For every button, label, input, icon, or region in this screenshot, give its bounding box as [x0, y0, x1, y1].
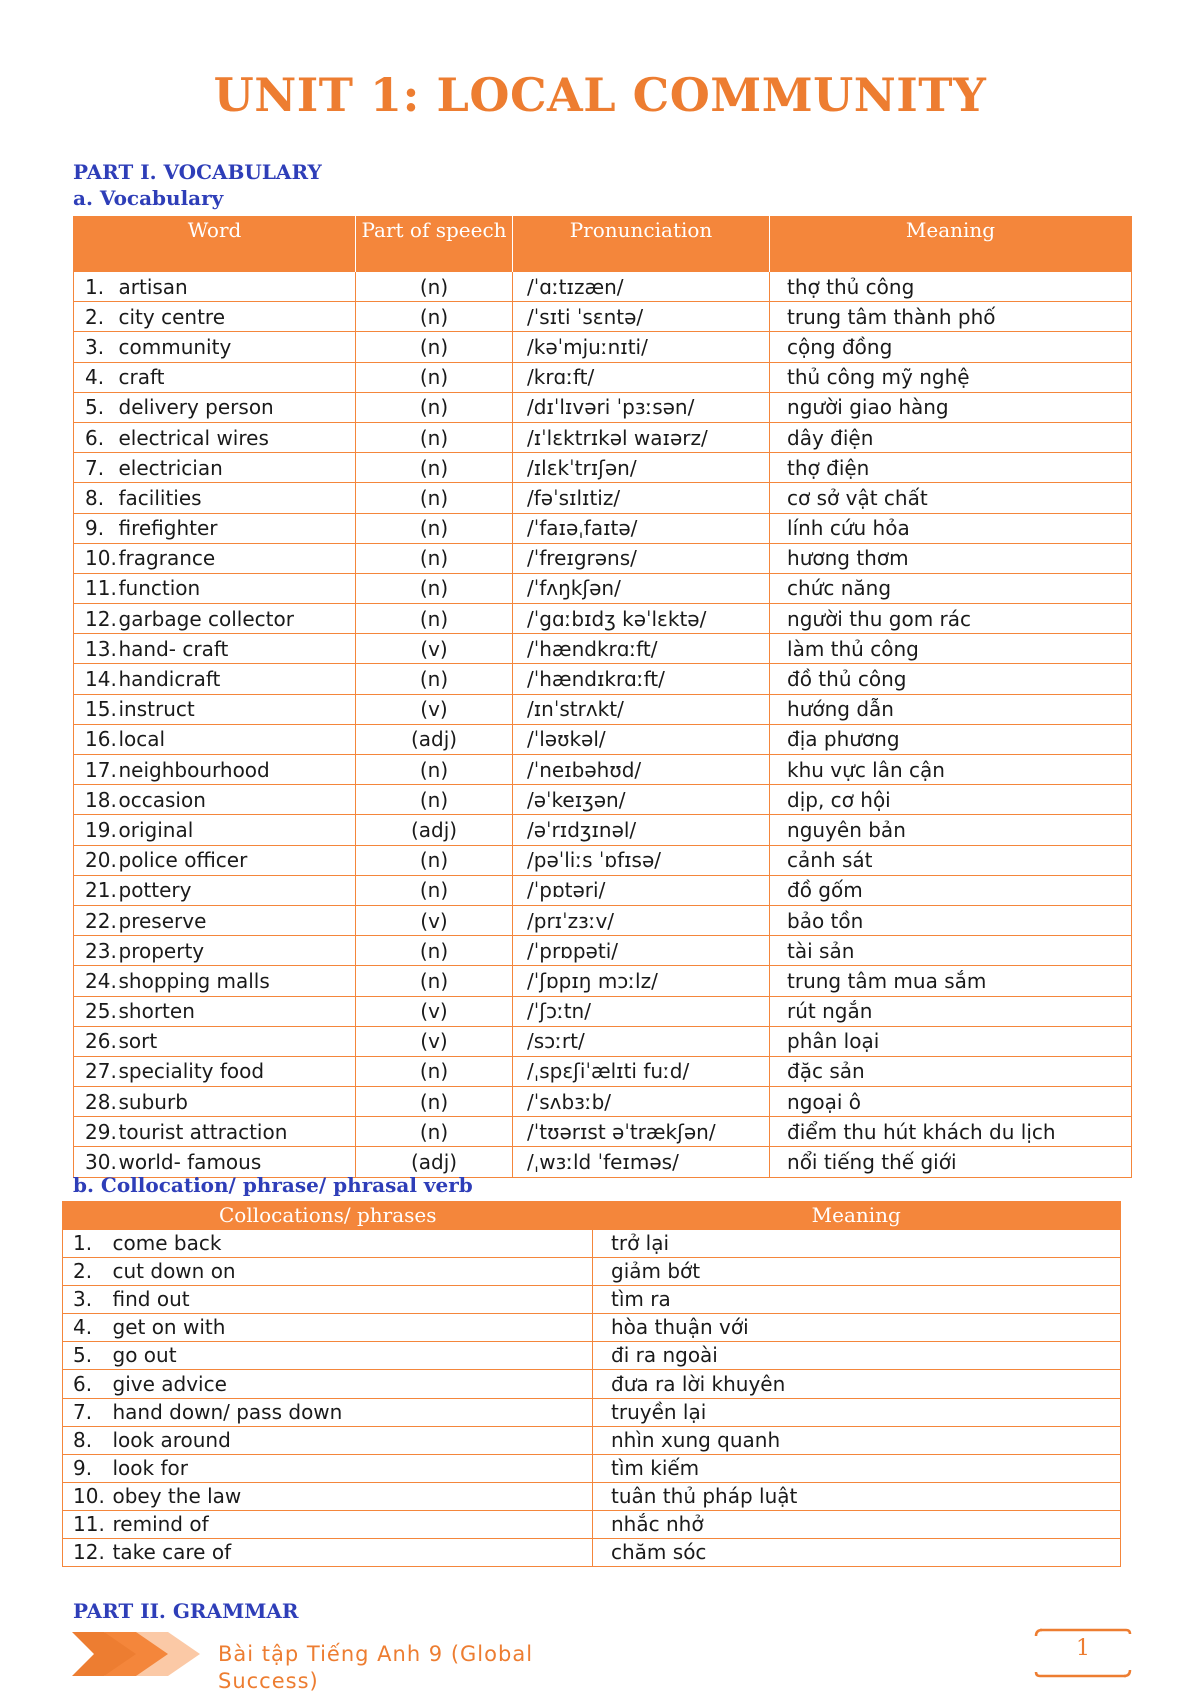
vocab-word: suburb — [119, 1087, 356, 1117]
vocab-part-of-speech: (n) — [356, 422, 513, 452]
vocab-pronunciation: /ˈfreɪgrəns/ — [513, 543, 770, 573]
vocab-row — [74, 845, 1132, 875]
vocab-number: 23. — [74, 936, 119, 966]
vocab-number: 4. — [74, 362, 119, 392]
collocation-number: 8. — [63, 1426, 113, 1454]
vocab-meaning: nổi tiếng thế giới — [770, 1147, 1132, 1177]
vocab-meaning: người thu gom rác — [770, 604, 1132, 634]
vocab-number: 27. — [74, 1056, 119, 1086]
vocab-row — [74, 272, 1132, 302]
vocab-meaning: làm thủ công — [770, 634, 1132, 664]
vocab-word: facilities — [119, 483, 356, 513]
collocation-table — [62, 1201, 1121, 1567]
vocab-part-of-speech: (adj) — [356, 724, 513, 754]
vocab-meaning: đặc sản — [770, 1056, 1132, 1086]
collocation-phrase: get on with — [113, 1314, 593, 1342]
vocab-number: 19. — [74, 815, 119, 845]
vocab-word: fragrance — [119, 543, 356, 573]
vocab-pronunciation: /ˈsʌbɜːb/ — [513, 1087, 770, 1117]
vocabulary-subheading: a. Vocabulary — [73, 186, 224, 210]
collocation-row — [63, 1454, 1121, 1482]
collocation-number: 2. — [63, 1258, 113, 1286]
vocab-part-of-speech: (v) — [356, 905, 513, 935]
vocab-number: 18. — [74, 785, 119, 815]
vocab-part-of-speech: (n) — [356, 966, 513, 996]
vocab-number: 28. — [74, 1087, 119, 1117]
collocation-row — [63, 1426, 1121, 1454]
vocab-number: 12. — [74, 604, 119, 634]
header-colloc-meaning: Meaning — [593, 1202, 1121, 1230]
collocation-phrase: look around — [113, 1426, 593, 1454]
vocab-part-of-speech: (v) — [356, 694, 513, 724]
vocab-meaning: bảo tồn — [770, 905, 1132, 935]
vocab-row — [74, 453, 1132, 483]
collocation-phrase: remind of — [113, 1510, 593, 1538]
vocab-meaning: chức năng — [770, 573, 1132, 603]
vocab-part-of-speech: (v) — [356, 1026, 513, 1056]
collocation-number: 7. — [63, 1398, 113, 1426]
vocab-word: craft — [119, 362, 356, 392]
collocation-subheading: b. Collocation/ phrase/ phrasal verb — [73, 1173, 473, 1197]
vocab-meaning: rút ngắn — [770, 996, 1132, 1026]
vocab-word: garbage collector — [119, 604, 356, 634]
collocation-meaning: tuân thủ pháp luật — [593, 1482, 1121, 1510]
collocation-meaning: đi ra ngoài — [593, 1342, 1121, 1370]
collocation-number: 9. — [63, 1454, 113, 1482]
vocab-pronunciation: /ˈneɪbəhʊd/ — [513, 755, 770, 785]
collocation-phrase: hand down/ pass down — [113, 1398, 593, 1426]
vocab-meaning: địa phương — [770, 724, 1132, 754]
vocab-number: 13. — [74, 634, 119, 664]
vocab-meaning: thợ điện — [770, 453, 1132, 483]
vocab-word: world- famous — [119, 1147, 356, 1177]
vocab-number: 15. — [74, 694, 119, 724]
vocab-pronunciation: /ˈsɪti ˈsɛntə/ — [513, 302, 770, 332]
vocab-part-of-speech: (v) — [356, 634, 513, 664]
vocab-part-of-speech: (n) — [356, 332, 513, 362]
vocab-meaning: trung tâm thành phố — [770, 302, 1132, 332]
vocab-meaning: người giao hàng — [770, 392, 1132, 422]
vocab-meaning: cơ sở vật chất — [770, 483, 1132, 513]
vocab-meaning: ngoại ô — [770, 1087, 1132, 1117]
vocab-meaning: hương thơm — [770, 543, 1132, 573]
vocab-meaning: nguyên bản — [770, 815, 1132, 845]
collocation-phrase: obey the law — [113, 1482, 593, 1510]
vocab-word: community — [119, 332, 356, 362]
vocab-pronunciation: /ˈpɒtəri/ — [513, 875, 770, 905]
collocation-header-row — [63, 1202, 1121, 1230]
vocab-number: 2. — [74, 302, 119, 332]
collocation-row — [63, 1286, 1121, 1314]
vocab-pronunciation: /sɔːrt/ — [513, 1026, 770, 1056]
vocab-row — [74, 302, 1132, 332]
vocab-row — [74, 966, 1132, 996]
vocab-meaning: lính cứu hỏa — [770, 513, 1132, 543]
vocab-word: preserve — [119, 905, 356, 935]
collocation-meaning: hòa thuận với — [593, 1314, 1121, 1342]
collocation-meaning: chăm sóc — [593, 1539, 1121, 1567]
vocab-number: 1. — [74, 272, 119, 302]
collocation-phrase: look for — [113, 1454, 593, 1482]
collocation-row — [63, 1510, 1121, 1538]
vocab-row — [74, 755, 1132, 785]
vocab-pronunciation: /ˈhændkrɑːft/ — [513, 634, 770, 664]
vocabulary-header-row — [74, 217, 1132, 272]
vocab-word: shopping malls — [119, 966, 356, 996]
vocab-word: property — [119, 936, 356, 966]
vocab-number: 10. — [74, 543, 119, 573]
vocab-pronunciation: /ˈləʊkəl/ — [513, 724, 770, 754]
vocab-part-of-speech: (adj) — [356, 1147, 513, 1177]
vocab-row — [74, 1117, 1132, 1147]
vocab-pronunciation: /ˈfʌŋkʃən/ — [513, 573, 770, 603]
vocab-pronunciation: /ˌwɜːld ˈfeɪməs/ — [513, 1147, 770, 1177]
vocab-part-of-speech: (n) — [356, 483, 513, 513]
vocab-pronunciation: /ˈʃɔːtn/ — [513, 996, 770, 1026]
collocation-phrase: take care of — [113, 1539, 593, 1567]
vocab-part-of-speech: (n) — [356, 513, 513, 543]
vocab-number: 16. — [74, 724, 119, 754]
vocab-number: 22. — [74, 905, 119, 935]
vocab-number: 24. — [74, 966, 119, 996]
vocabulary-table — [73, 216, 1132, 1178]
vocab-word: police officer — [119, 845, 356, 875]
vocab-word: city centre — [119, 302, 356, 332]
vocab-word: instruct — [119, 694, 356, 724]
vocab-pronunciation: /ˈtʊərɪst əˈtrækʃən/ — [513, 1117, 770, 1147]
vocab-pronunciation: /ˈɑːtɪzæn/ — [513, 272, 770, 302]
vocab-number: 6. — [74, 422, 119, 452]
vocab-row — [74, 634, 1132, 664]
vocab-meaning: dây điện — [770, 422, 1132, 452]
vocab-pronunciation: /əˈrɪdʒɪnəl/ — [513, 815, 770, 845]
vocab-pronunciation: /prɪˈzɜːv/ — [513, 905, 770, 935]
vocab-meaning: đồ thủ công — [770, 664, 1132, 694]
vocab-row — [74, 875, 1132, 905]
collocation-number: 5. — [63, 1342, 113, 1370]
vocab-meaning: phân loại — [770, 1026, 1132, 1056]
vocab-part-of-speech: (n) — [356, 785, 513, 815]
vocab-meaning: tài sản — [770, 936, 1132, 966]
vocab-part-of-speech: (n) — [356, 1117, 513, 1147]
collocation-meaning: đưa ra lời khuyên — [593, 1370, 1121, 1398]
collocation-meaning: nhắc nhở — [593, 1510, 1121, 1538]
vocab-part-of-speech: (v) — [356, 996, 513, 1026]
vocab-part-of-speech: (n) — [356, 936, 513, 966]
vocab-meaning: dịp, cơ hội — [770, 785, 1132, 815]
vocab-pronunciation: /fəˈsɪlɪtiz/ — [513, 483, 770, 513]
vocab-part-of-speech: (n) — [356, 362, 513, 392]
vocab-word: electrician — [119, 453, 356, 483]
header-word: Word — [74, 217, 356, 272]
vocab-part-of-speech: (n) — [356, 392, 513, 422]
vocab-part-of-speech: (adj) — [356, 815, 513, 845]
vocab-number: 3. — [74, 332, 119, 362]
vocab-word: local — [119, 724, 356, 754]
vocab-row — [74, 513, 1132, 543]
vocab-word: firefighter — [119, 513, 356, 543]
vocab-row — [74, 785, 1132, 815]
vocab-part-of-speech: (n) — [356, 272, 513, 302]
vocab-part-of-speech: (n) — [356, 755, 513, 785]
vocab-part-of-speech: (n) — [356, 543, 513, 573]
vocab-part-of-speech: (n) — [356, 604, 513, 634]
vocab-word: pottery — [119, 875, 356, 905]
vocab-row — [74, 1026, 1132, 1056]
vocab-pronunciation: /ˈgɑːbɪdʒ kəˈlɛktə/ — [513, 604, 770, 634]
collocation-meaning: tìm ra — [593, 1286, 1121, 1314]
collocation-row — [63, 1398, 1121, 1426]
vocab-part-of-speech: (n) — [356, 302, 513, 332]
collocation-number: 11. — [63, 1510, 113, 1538]
collocation-row — [63, 1342, 1121, 1370]
collocation-meaning: trở lại — [593, 1230, 1121, 1258]
vocab-number: 21. — [74, 875, 119, 905]
vocab-pronunciation: /ˈʃɒpɪŋ mɔːlz/ — [513, 966, 770, 996]
collocation-row — [63, 1539, 1121, 1567]
collocation-phrase: give advice — [113, 1370, 593, 1398]
vocab-pronunciation: /pəˈliːs ˈɒfɪsə/ — [513, 845, 770, 875]
vocab-row — [74, 936, 1132, 966]
chevrons-right-icon — [72, 1628, 202, 1680]
vocab-number: 30. — [74, 1147, 119, 1177]
vocab-row — [74, 996, 1132, 1026]
vocab-pronunciation: /dɪˈlɪvəri ˈpɜːsən/ — [513, 392, 770, 422]
part-2-heading: PART II. GRAMMAR — [73, 1599, 299, 1623]
vocab-word: speciality food — [119, 1056, 356, 1086]
collocation-row — [63, 1258, 1121, 1286]
vocab-number: 29. — [74, 1117, 119, 1147]
vocab-pronunciation: /ɪˈlɛktrɪkəl waɪərz/ — [513, 422, 770, 452]
vocab-row — [74, 694, 1132, 724]
vocab-meaning: cộng đồng — [770, 332, 1132, 362]
vocab-number: 5. — [74, 392, 119, 422]
vocab-pronunciation: /kəˈmjuːnɪti/ — [513, 332, 770, 362]
vocab-meaning: khu vực lân cận — [770, 755, 1132, 785]
vocab-number: 14. — [74, 664, 119, 694]
vocab-pronunciation: /ɪnˈstrʌkt/ — [513, 694, 770, 724]
vocab-part-of-speech: (n) — [356, 664, 513, 694]
collocation-meaning: truyền lại — [593, 1398, 1121, 1426]
collocation-row — [63, 1230, 1121, 1258]
vocab-pronunciation: /ˈfaɪəˌfaɪtə/ — [513, 513, 770, 543]
vocab-word: shorten — [119, 996, 356, 1026]
collocation-phrase: cut down on — [113, 1258, 593, 1286]
collocation-row — [63, 1314, 1121, 1342]
header-collocations: Collocations/ phrases — [63, 1202, 593, 1230]
vocab-row — [74, 332, 1132, 362]
vocab-part-of-speech: (n) — [356, 573, 513, 603]
vocab-word: delivery person — [119, 392, 356, 422]
header-part-of-speech: Part of speech — [356, 217, 513, 272]
collocation-number: 4. — [63, 1314, 113, 1342]
vocab-row — [74, 573, 1132, 603]
vocab-row — [74, 724, 1132, 754]
vocab-row — [74, 1087, 1132, 1117]
vocab-meaning: thủ công mỹ nghệ — [770, 362, 1132, 392]
vocab-row — [74, 422, 1132, 452]
collocation-number: 12. — [63, 1539, 113, 1567]
vocab-number: 9. — [74, 513, 119, 543]
vocab-pronunciation: /krɑːft/ — [513, 362, 770, 392]
vocab-number: 25. — [74, 996, 119, 1026]
vocab-part-of-speech: (n) — [356, 1087, 513, 1117]
collocation-phrase: come back — [113, 1230, 593, 1258]
vocab-row — [74, 815, 1132, 845]
vocab-word: neighbourhood — [119, 755, 356, 785]
vocab-number: 17. — [74, 755, 119, 785]
vocab-word: electrical wires — [119, 422, 356, 452]
vocab-part-of-speech: (n) — [356, 453, 513, 483]
vocab-word: sort — [119, 1026, 356, 1056]
vocab-part-of-speech: (n) — [356, 1056, 513, 1086]
part-1-heading: PART I. VOCABULARY — [73, 160, 322, 184]
collocation-meaning: giảm bớt — [593, 1258, 1121, 1286]
vocab-meaning: đồ gốm — [770, 875, 1132, 905]
vocab-word: occasion — [119, 785, 356, 815]
vocab-word: hand- craft — [119, 634, 356, 664]
vocab-meaning: thợ thủ công — [770, 272, 1132, 302]
vocab-pronunciation: /əˈkeɪʒən/ — [513, 785, 770, 815]
collocation-phrase: go out — [113, 1342, 593, 1370]
vocab-row — [74, 543, 1132, 573]
collocation-row — [63, 1370, 1121, 1398]
vocab-number: 20. — [74, 845, 119, 875]
vocab-pronunciation: /ɪlɛkˈtrɪʃən/ — [513, 453, 770, 483]
footer-book-title: Bài tập Tiếng Anh 9 (Global Success) — [218, 1642, 534, 1693]
collocation-number: 6. — [63, 1370, 113, 1398]
collocation-meaning: nhìn xung quanh — [593, 1426, 1121, 1454]
vocab-number: 8. — [74, 483, 119, 513]
vocab-row — [74, 362, 1132, 392]
collocation-number: 1. — [63, 1230, 113, 1258]
vocab-number: 26. — [74, 1026, 119, 1056]
collocation-meaning: tìm kiếm — [593, 1454, 1121, 1482]
vocab-row — [74, 664, 1132, 694]
vocab-row — [74, 483, 1132, 513]
vocab-word: handicraft — [119, 664, 356, 694]
vocab-row — [74, 905, 1132, 935]
vocab-number: 7. — [74, 453, 119, 483]
vocab-row — [74, 604, 1132, 634]
collocation-row — [63, 1482, 1121, 1510]
vocab-row — [74, 392, 1132, 422]
page-number: 1 — [1076, 1636, 1090, 1661]
vocab-pronunciation: /ˌspɛʃiˈælɪti fuːd/ — [513, 1056, 770, 1086]
vocab-word: artisan — [119, 272, 356, 302]
header-meaning: Meaning — [770, 217, 1132, 272]
vocab-meaning: điểm thu hút khách du lịch — [770, 1117, 1132, 1147]
page-title: UNIT 1: LOCAL COMMUNITY — [213, 68, 987, 122]
vocab-word: function — [119, 573, 356, 603]
vocab-number: 11. — [74, 573, 119, 603]
vocab-word: tourist attraction — [119, 1117, 356, 1147]
collocation-number: 10. — [63, 1482, 113, 1510]
vocab-pronunciation: /ˈhændɪkrɑːft/ — [513, 664, 770, 694]
vocab-meaning: trung tâm mua sắm — [770, 966, 1132, 996]
vocab-pronunciation: /ˈprɒpəti/ — [513, 936, 770, 966]
vocab-part-of-speech: (n) — [356, 875, 513, 905]
vocab-row — [74, 1056, 1132, 1086]
collocation-phrase: find out — [113, 1286, 593, 1314]
collocation-number: 3. — [63, 1286, 113, 1314]
header-pronunciation: Pronunciation — [513, 217, 770, 272]
vocab-part-of-speech: (n) — [356, 845, 513, 875]
vocab-meaning: hướng dẫn — [770, 694, 1132, 724]
vocab-meaning: cảnh sát — [770, 845, 1132, 875]
vocab-word: original — [119, 815, 356, 845]
